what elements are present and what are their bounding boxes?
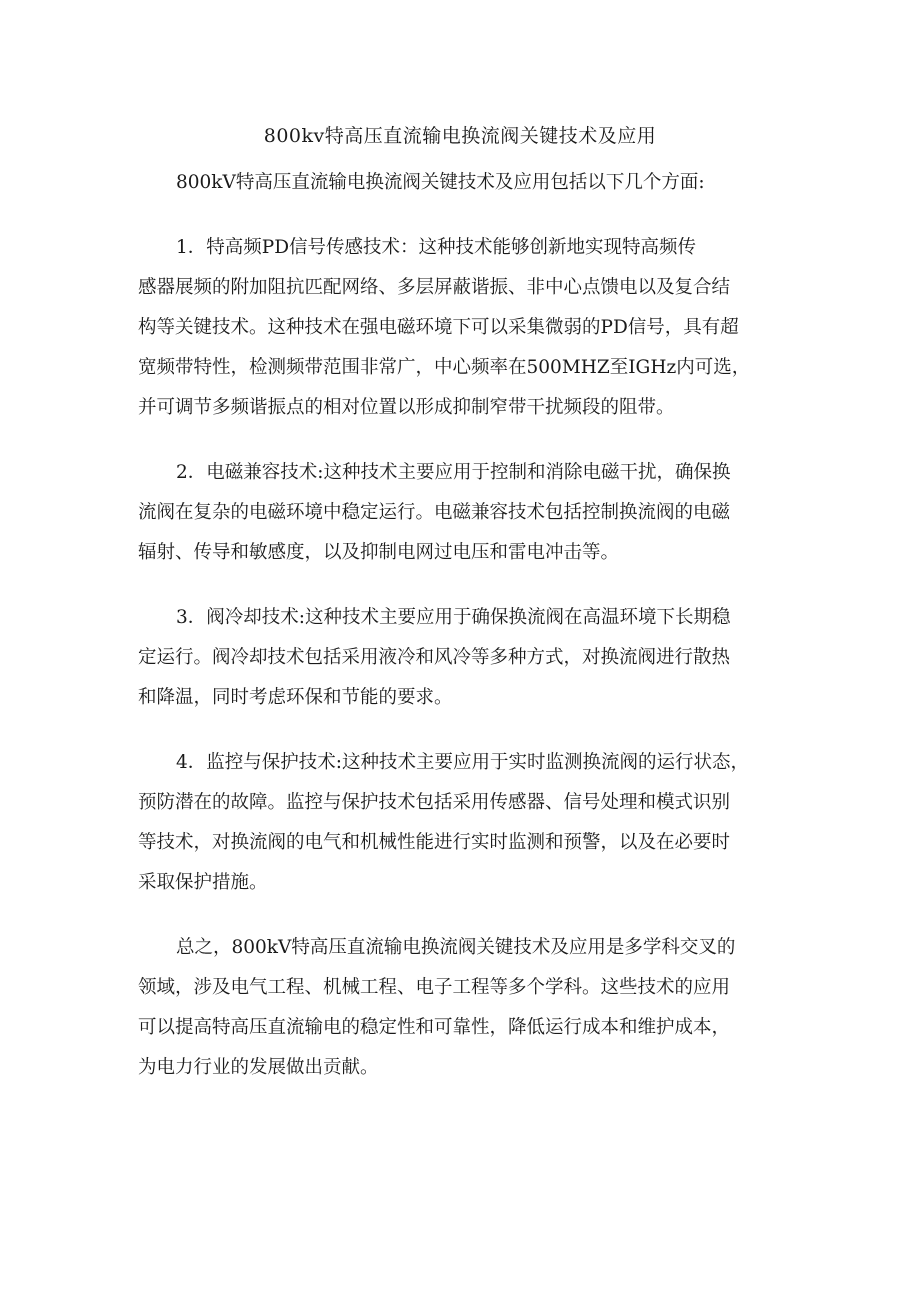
paragraph-line: 1．特高频PD信号传感技术：这种技术能够创新地实现特高频传 [176,237,697,258]
document-body [138,163,794,1113]
paragraph-line: 采取保护措施。 [138,872,268,893]
paragraph-summary [138,928,794,1088]
paragraph-line: 定运行。阀冷却技术包括采用液冷和风冷等多种方式，对换流阀进行散热 [138,647,731,668]
paragraph-line: 为电力行业的发展做出贡献。 [138,1057,379,1078]
paragraph-line: 总之，800kV特高压直流输电换流阀关键技术及应用是多学科交叉的 [176,937,736,958]
paragraph-line: 辐射、传导和敏感度，以及抑制电网过电压和雷电冲击等。 [138,542,620,563]
paragraph-line: 和降温，同时考虑环保和节能的要求。 [138,687,453,708]
paragraph-line: 4．监控与保护技术:这种技术主要应用于实时监测换流阀的运行状态， [176,752,750,773]
paragraph-line: 2．电磁兼容技术:这种技术主要应用于控制和消除电磁干扰，确保换 [176,462,731,483]
document-title: 800kv特高压直流输电换流阀关键技术及应用 [263,125,657,147]
paragraph-line: 等技术，对换流阀的电气和机械性能进行实时监测和预警，以及在必要时 [138,832,731,853]
paragraph-line: 宽频带特性，检测频带范围非常广，中心频率在500MHZ至IGHz内可选， [138,357,751,378]
paragraph-line: 流阀在复杂的电磁环境中稳定运行。电磁兼容技术包括控制换流阀的电磁 [138,502,731,523]
paragraph-monitoring [138,743,794,903]
paragraph-line: 预防潜在的故障。监控与保护技术包括采用传感器、信号处理和模式识别 [138,792,731,813]
paragraph-pd-sensing [138,228,794,428]
paragraph-line: 可以提高特高压直流输电的稳定性和可靠性，降低运行成本和维护成本， [138,1017,731,1038]
paragraph-intro [138,163,794,203]
paragraph-line: 并可调节多频谐振点的相对位置以形成抑制窄带干扰频段的阻带。 [138,397,675,418]
paragraph-line: 800kV特高压直流输电换流阀关键技术及应用包括以下几个方面: [176,172,705,193]
paragraph-valve-cooling [138,598,794,718]
paragraph-line: 3．阀冷却技术:这种技术主要应用于确保换流阀在高温环境下长期稳 [176,607,731,628]
paragraph-emc [138,453,794,573]
paragraph-line: 感器展频的附加阻抗匹配网络、多层屏蔽谐振、非中心点馈电以及复合结 [138,277,731,298]
paragraph-line: 领域，涉及电气工程、机械工程、电子工程等多个学科。这些技术的应用 [138,977,731,998]
paragraph-line: 构等关键技术。这种技术在强电磁环境下可以采集微弱的PD信号，具有超 [138,317,739,338]
